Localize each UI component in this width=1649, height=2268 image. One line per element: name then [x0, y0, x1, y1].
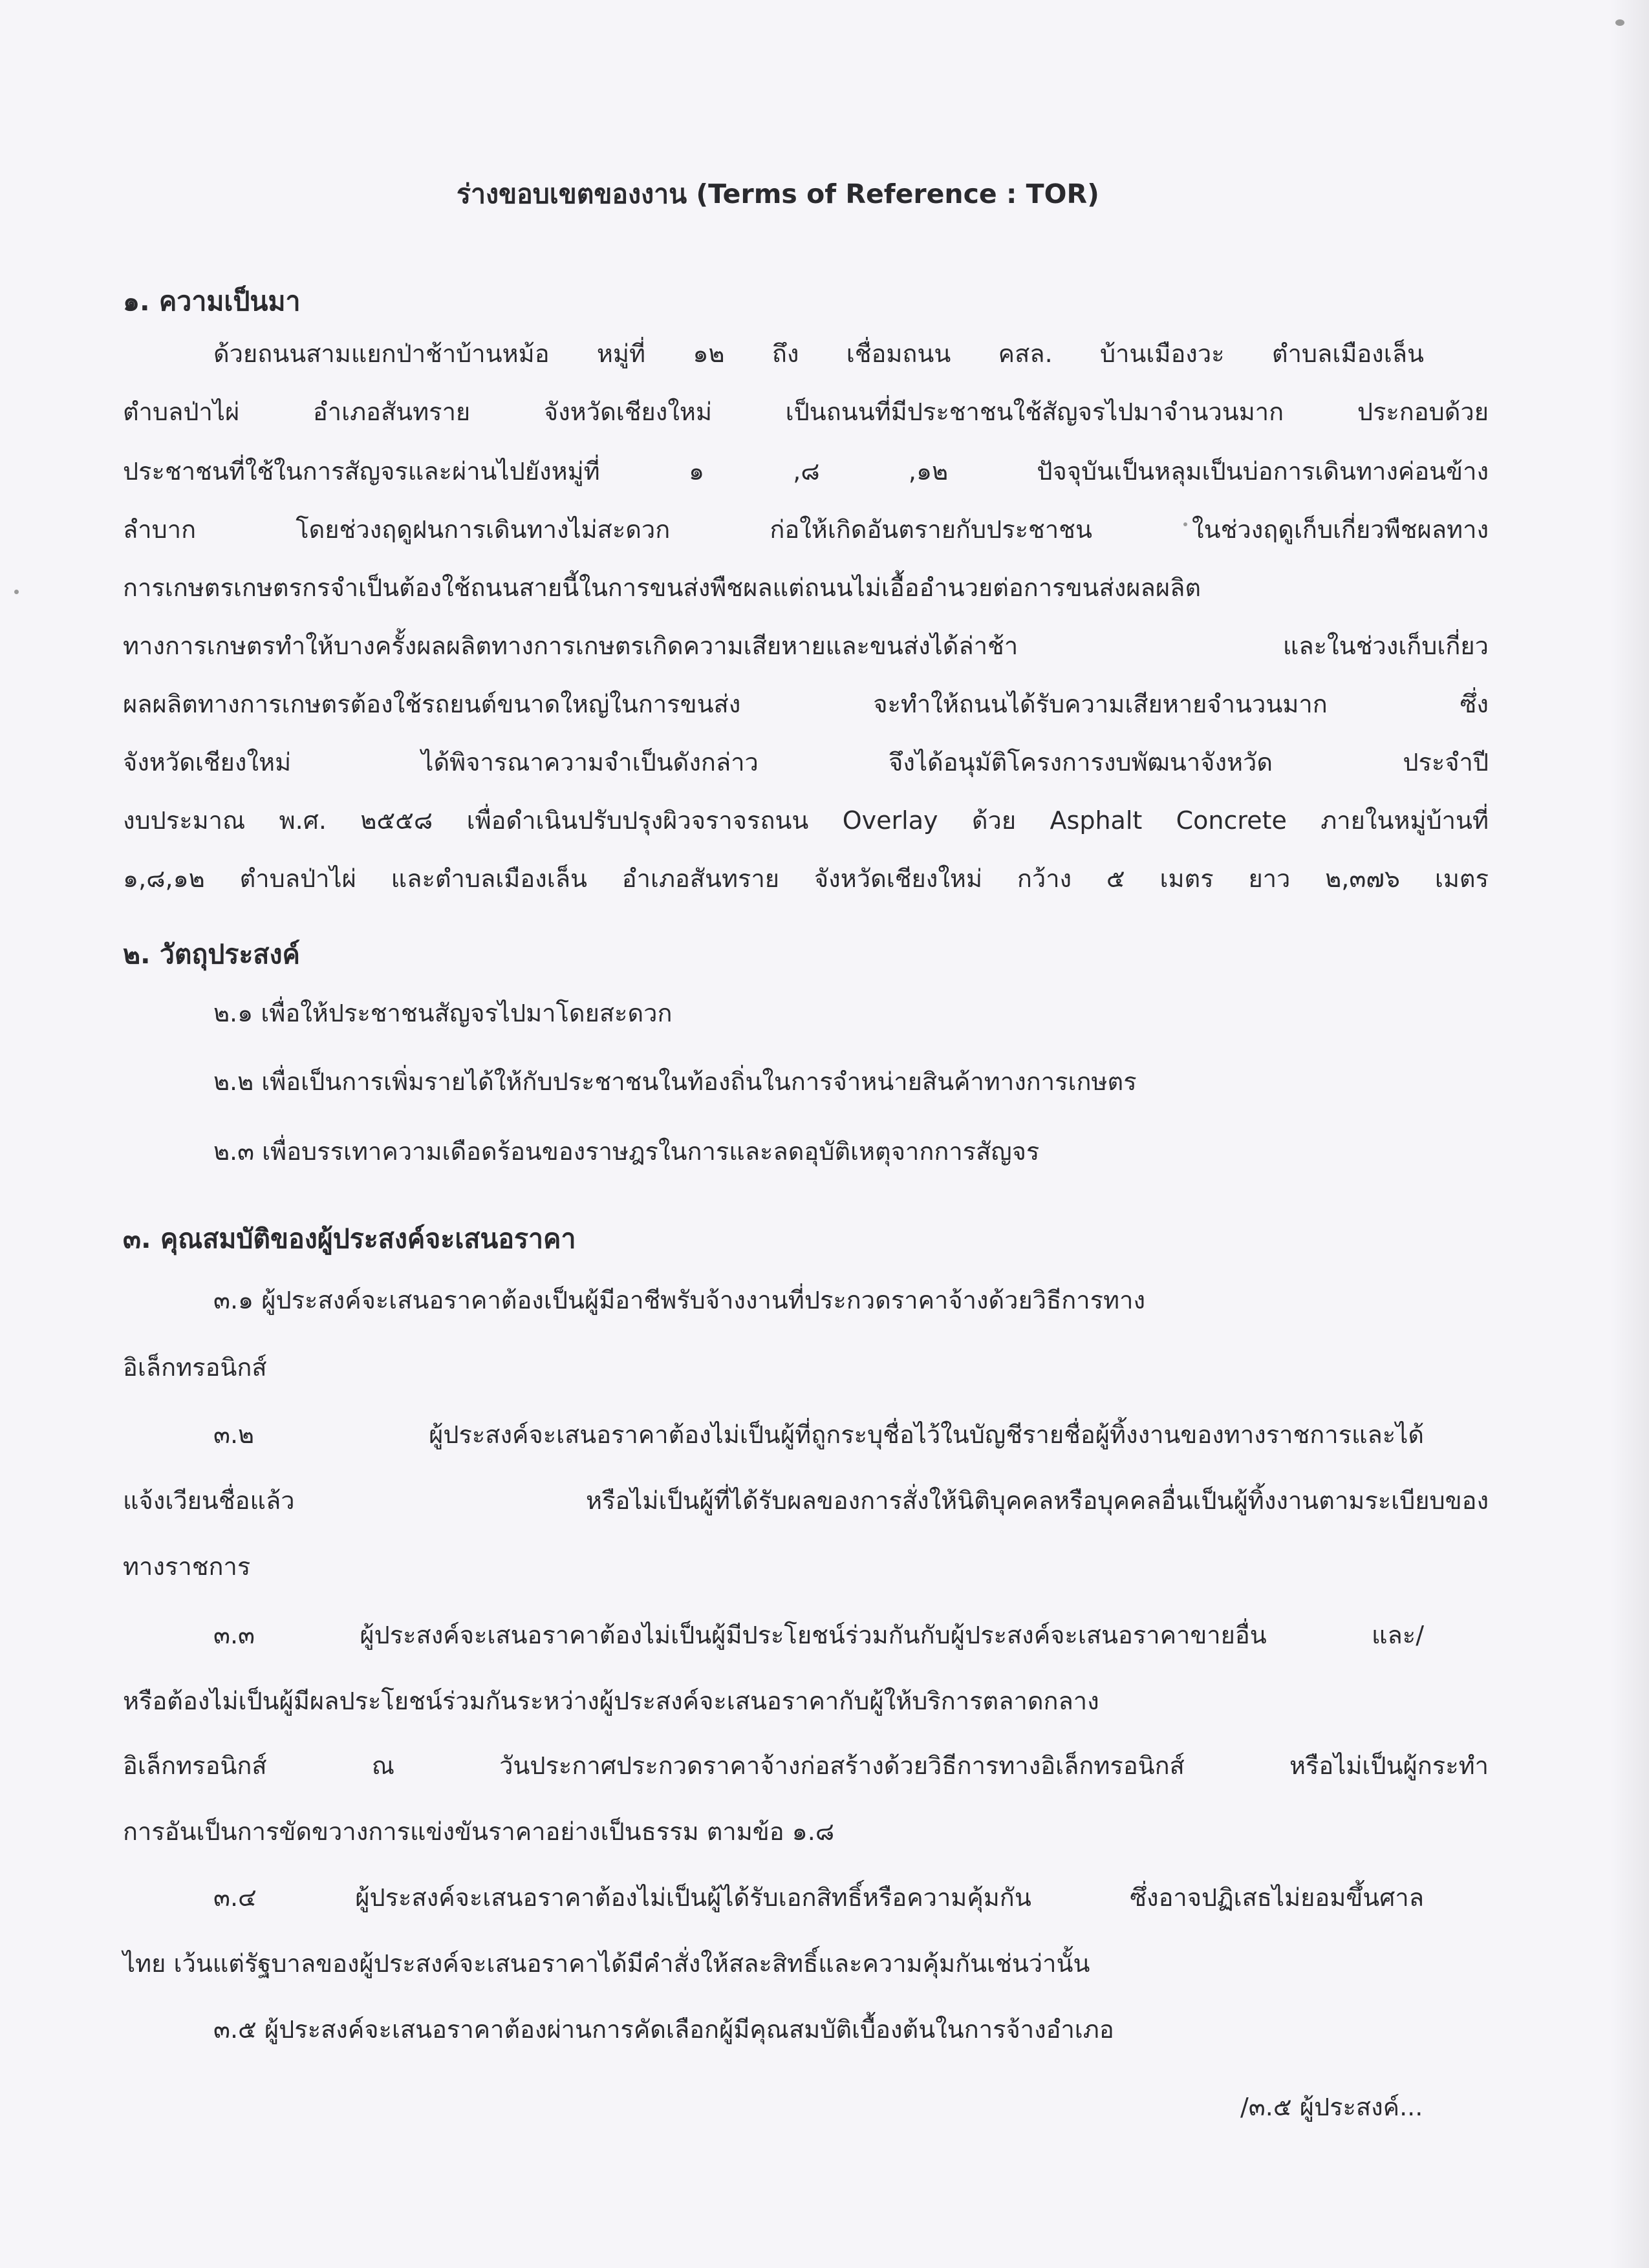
scan-speck [14, 590, 19, 594]
objective-item: ๒.๓ เพื่อบรรเทาความเดือดร้อนของราษฎรในการและลดอุบัติเหตุจากการสัญจร [213, 1137, 1040, 1166]
qualification-item: ไทย เว้นแต่รัฐบาลของผู้ประสงค์จะเสนอราคาได้มีคำสั่งให้สละสิทธิ์และความคุ้มกันเช่นว่านั้น [123, 1949, 1090, 1978]
section-1-line: ลำบาก โดยช่วงฤดูฝนการเดินทางไม่สะดวก ก่อให้เกิดอันตรายกับประชาชน ในช่วงฤดูเก็บเกี่ยวพืชผลทาง [123, 515, 1489, 544]
qualification-item: ทางราชการ [123, 1552, 251, 1581]
section-1-heading: ๑. ความเป็นมา [123, 286, 301, 317]
section-1-line: ทางการเกษตรทำให้บางครั้งผลผลิตทางการเกษตรเกิดความเสียหายและขนส่งได้ล่าช้า และในช่วงเก็บเกี่ยว [123, 632, 1489, 660]
qualification-item: การอันเป็นการขัดขวางการแข่งขันราคาอย่างเป็นธรรม ตามข้อ ๑.๘ [123, 1817, 835, 1846]
section-1-line: ด้วยถนนสามแยกป่าช้าบ้านหม้อ หมู่ที่ ๑๒ ถึง เชื่อมถนน คสล. บ้านเมืองวะ ตำบลเมืองเล็น [213, 339, 1424, 368]
objective-item: ๒.๒ เพื่อเป็นการเพิ่มรายได้ให้กับประชาชนในท้องถิ่นในการจำหน่ายสินค้าทางการเกษตร [213, 1067, 1137, 1096]
section-1-line: ๑,๘,๑๒ ตำบลป่าไผ่ และตำบลเมืองเล็น อำเภอสันทราย จังหวัดเชียงใหม่ กว้าง ๕ เมตร ยาว ๒,๓๗๖ เมตร [123, 864, 1489, 893]
section-1-line: ประชาชนที่ใช้ในการสัญจรและผ่านไปยังหมู่ที่ ๑ ,๘ ,๑๒ ปัจจุบันเป็นหลุมเป็นบ่อการเดินทางค่อนข้าง [123, 457, 1489, 486]
section-2-heading: ๒. วัตถุประสงค์ [123, 939, 300, 970]
qualification-item: ๓.๔ ผู้ประสงค์จะเสนอราคาต้องไม่เป็นผู้ได้รับเอกสิทธิ์หรือความคุ้มกัน ซึ่งอาจปฏิเสธไม่ยอมขึ้นศาล [213, 1883, 1424, 1912]
qualification-item: อิเล็กทรอนิกส์ [123, 1353, 267, 1382]
section-3-heading: ๓. คุณสมบัติของผู้ประสงค์จะเสนอราคา [123, 1223, 576, 1254]
section-1-line: การเกษตรเกษตรกรจำเป็นต้องใช้ถนนสายนี้ในการขนส่งพืชผลแต่ถนนไม่เอื้ออำนวยต่อการขนส่งผลผลิต [123, 573, 1202, 602]
section-1-line: จังหวัดเชียงใหม่ ได้พิจารณาความจำเป็นดังกล่าว จึงได้อนุมัติโครงการงบพัฒนาจังหวัด ประจำปี [123, 748, 1489, 776]
qualification-item: ๓.๒ ผู้ประสงค์จะเสนอราคาต้องไม่เป็นผู้ที่ถูกระบุชื่อไว้ในบัญชีรายชื่อผู้ทิ้งงานของทางราชการและได้ [213, 1420, 1424, 1449]
objective-item: ๒.๑ เพื่อให้ประชาชนสัญจรไปมาโดยสะดวก [213, 999, 673, 1027]
document-title: ร่างขอบเขตของงาน (Terms of Reference : TOR) [457, 178, 1099, 209]
qualification-item: ๓.๕ ผู้ประสงค์จะเสนอราคาต้องผ่านการคัดเลือกผู้มีคุณสมบัติเบื้องต้นในการจ้างอำเภอ [213, 2015, 1114, 2044]
qualification-item: ๓.๑ ผู้ประสงค์จะเสนอราคาต้องเป็นผู้มีอาชีพรับจ้างงานที่ประกวดราคาจ้างด้วยวิธีการทาง [213, 1286, 1145, 1314]
section-1-line: งบประมาณ พ.ศ. ๒๕๕๘ เพื่อดำเนินปรับปรุงผิวจราจรถนน Overlay ด้วย Asphalt Concrete ภายในหมู่บ้านที่ [123, 806, 1489, 835]
page-edge-shadow [1610, 0, 1649, 2268]
continuation-marker: /๓.๕ ผู้ประสงค์... [1240, 2093, 1423, 2121]
qualification-item: ๓.๓ ผู้ประสงค์จะเสนอราคาต้องไม่เป็นผู้มีประโยชน์ร่วมกันกับผู้ประสงค์จะเสนอราคาขายอื่น และ/ [213, 1621, 1424, 1649]
section-1-line: ตำบลป่าไผ่ อำเภอสันทราย จังหวัดเชียงใหม่ เป็นถนนที่มีประชาชนใช้สัญจรไปมาจำนวนมาก ประกอบด้วย [123, 398, 1489, 426]
scan-speck [1615, 19, 1624, 26]
qualification-item: อิเล็กทรอนิกส์ ณ วันประกาศประกวดราคาจ้างก่อสร้างด้วยวิธีการทางอิเล็กทรอนิกส์ หรือไม่เป็นผู้กระทำ [123, 1751, 1489, 1780]
qualification-item: แจ้งเวียนชื่อแล้ว หรือไม่เป็นผู้ที่ได้รับผลของการสั่งให้นิติบุคคลหรือบุคคลอื่นเป็นผู้ทิ้งงานตามระเบียบของ [123, 1486, 1489, 1515]
section-1-line: ผลผลิตทางการเกษตรต้องใช้รถยนต์ขนาดใหญ่ในการขนส่ง จะทำให้ถนนได้รับความเสียหายจำนวนมาก ซึ่ง [123, 690, 1489, 718]
qualification-item: หรือต้องไม่เป็นผู้มีผลประโยชน์ร่วมกันระหว่างผู้ประสงค์จะเสนอราคากับผู้ให้บริการตลาดกลาง [123, 1687, 1099, 1715]
